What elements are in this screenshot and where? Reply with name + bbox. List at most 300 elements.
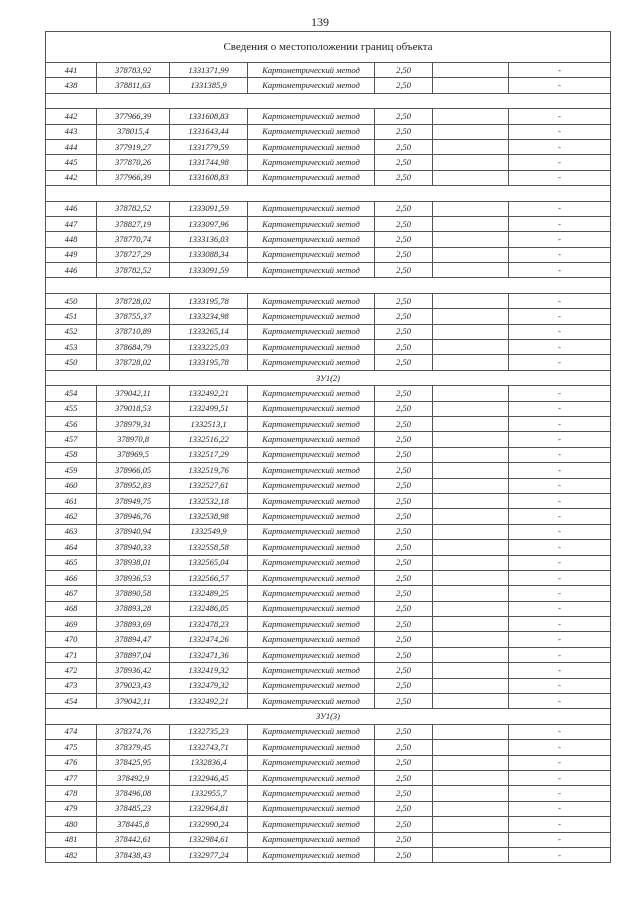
table-cell: 378936,42 bbox=[97, 663, 170, 678]
table-cell: Картометрический метод bbox=[248, 540, 375, 555]
table-cell: - bbox=[509, 493, 611, 508]
table-cell: 1332492,21 bbox=[170, 386, 248, 401]
table-cell: - bbox=[509, 324, 611, 339]
table-cell: 480 bbox=[46, 817, 97, 832]
table-cell: 378438,43 bbox=[97, 847, 170, 862]
table-row bbox=[46, 832, 611, 847]
table-cell: - bbox=[509, 801, 611, 816]
table-cell: - bbox=[509, 678, 611, 693]
table-row bbox=[46, 463, 611, 478]
table-cell: 1331779,59 bbox=[170, 139, 248, 154]
table-row bbox=[46, 632, 611, 647]
table-cell bbox=[433, 355, 509, 370]
table-cell: 378890,58 bbox=[97, 586, 170, 601]
table-cell: 453 bbox=[46, 340, 97, 355]
table-cell: Картометрический метод bbox=[248, 770, 375, 785]
table-row bbox=[46, 340, 611, 355]
table-cell: 2,50 bbox=[375, 401, 433, 416]
table-row bbox=[46, 617, 611, 632]
table-cell: Картометрический метод bbox=[248, 663, 375, 678]
table-cell: 1332955,7 bbox=[170, 786, 248, 801]
table-cell: 2,50 bbox=[375, 355, 433, 370]
table-cell: 462 bbox=[46, 509, 97, 524]
table-cell bbox=[433, 493, 509, 508]
table-cell: 378952,83 bbox=[97, 478, 170, 493]
table-cell: Картометрический метод bbox=[248, 509, 375, 524]
table-cell: 379042,11 bbox=[97, 386, 170, 401]
table-cell: - bbox=[509, 586, 611, 601]
table-row bbox=[46, 386, 611, 401]
table-cell: Картометрический метод bbox=[248, 678, 375, 693]
table-cell: 2,50 bbox=[375, 524, 433, 539]
table-cell: 377919,27 bbox=[97, 139, 170, 154]
table-cell: 1332519,76 bbox=[170, 463, 248, 478]
table-cell: Картометрический метод bbox=[248, 694, 375, 709]
table-cell bbox=[433, 847, 509, 862]
table-cell: Картометрический метод bbox=[248, 340, 375, 355]
table-cell: 476 bbox=[46, 755, 97, 770]
table-cell: Картометрический метод bbox=[248, 78, 375, 93]
table-cell: 1332489,25 bbox=[170, 586, 248, 601]
table-cell: 2,50 bbox=[375, 293, 433, 308]
table-cell: Картометрический метод bbox=[248, 617, 375, 632]
table-cell: 2,50 bbox=[375, 740, 433, 755]
table-cell: 475 bbox=[46, 740, 97, 755]
table-row bbox=[46, 786, 611, 801]
table-cell: 458 bbox=[46, 447, 97, 462]
table-cell: 470 bbox=[46, 632, 97, 647]
table-cell: - bbox=[509, 78, 611, 93]
table-cell: - bbox=[509, 663, 611, 678]
table-cell: 2,50 bbox=[375, 247, 433, 262]
table-cell: 1332499,51 bbox=[170, 401, 248, 416]
table-cell: 2,50 bbox=[375, 663, 433, 678]
table-cell: 1332486,05 bbox=[170, 601, 248, 616]
table-cell bbox=[433, 263, 509, 278]
table-cell: - bbox=[509, 540, 611, 555]
table-cell: 378728,02 bbox=[97, 355, 170, 370]
table-cell bbox=[433, 786, 509, 801]
table-row bbox=[46, 324, 611, 339]
table-row bbox=[46, 555, 611, 570]
section-header-row bbox=[46, 709, 611, 724]
table-cell: 2,50 bbox=[375, 632, 433, 647]
table-cell: 1332532,18 bbox=[170, 493, 248, 508]
table-cell bbox=[433, 755, 509, 770]
table-cell: 378969,5 bbox=[97, 447, 170, 462]
table-cell: 379042,11 bbox=[97, 694, 170, 709]
table-cell: Картометрический метод bbox=[248, 447, 375, 462]
table-cell: - bbox=[509, 447, 611, 462]
table-cell: - bbox=[509, 832, 611, 847]
table-cell bbox=[433, 817, 509, 832]
table-cell: 378782,52 bbox=[97, 201, 170, 216]
table-cell: 1332492,21 bbox=[170, 694, 248, 709]
table-cell: - bbox=[509, 524, 611, 539]
table-cell: 1332516,22 bbox=[170, 432, 248, 447]
table-cell: Картометрический метод bbox=[248, 124, 375, 139]
table-cell: 2,50 bbox=[375, 78, 433, 93]
page-number: 139 bbox=[311, 15, 329, 29]
table-cell: - bbox=[509, 309, 611, 324]
table-cell bbox=[433, 293, 509, 308]
table-title-row bbox=[46, 32, 611, 63]
table-cell: 1333225,03 bbox=[170, 340, 248, 355]
table-cell: 2,50 bbox=[375, 447, 433, 462]
table-cell: 2,50 bbox=[375, 263, 433, 278]
table-cell: 2,50 bbox=[375, 155, 433, 170]
table-cell bbox=[433, 740, 509, 755]
table-cell: Картометрический метод bbox=[248, 493, 375, 508]
table-cell: - bbox=[509, 478, 611, 493]
table-cell: Картометрический метод bbox=[248, 847, 375, 862]
table-cell: 2,50 bbox=[375, 309, 433, 324]
table-cell bbox=[433, 570, 509, 585]
table-cell: Картометрический метод bbox=[248, 740, 375, 755]
table-cell: 1331744,98 bbox=[170, 155, 248, 170]
table-cell bbox=[433, 617, 509, 632]
table-cell: 2,50 bbox=[375, 847, 433, 862]
table-cell: 471 bbox=[46, 647, 97, 662]
table-cell: 2,50 bbox=[375, 324, 433, 339]
table-cell bbox=[433, 432, 509, 447]
table-cell: 479 bbox=[46, 801, 97, 816]
table-cell: 378783,92 bbox=[97, 63, 170, 78]
table-cell: - bbox=[509, 109, 611, 124]
table-cell: 2,50 bbox=[375, 724, 433, 739]
table-cell: 378979,31 bbox=[97, 416, 170, 431]
table-cell: Картометрический метод bbox=[248, 355, 375, 370]
table-cell bbox=[433, 678, 509, 693]
table-cell: - bbox=[509, 786, 611, 801]
table-cell: 378442,61 bbox=[97, 832, 170, 847]
table-cell: 378949,75 bbox=[97, 493, 170, 508]
table-cell bbox=[433, 555, 509, 570]
table-cell: Картометрический метод bbox=[248, 293, 375, 308]
table-cell: - bbox=[509, 293, 611, 308]
table-cell: 474 bbox=[46, 724, 97, 739]
table-cell: 1332471,36 bbox=[170, 647, 248, 662]
table-cell: - bbox=[509, 555, 611, 570]
table-cell: 455 bbox=[46, 401, 97, 416]
table-row bbox=[46, 678, 611, 693]
table-cell: 2,50 bbox=[375, 770, 433, 785]
table-cell: Картометрический метод bbox=[248, 817, 375, 832]
table-row bbox=[46, 293, 611, 308]
table-cell: 463 bbox=[46, 524, 97, 539]
table-cell: Картометрический метод bbox=[248, 832, 375, 847]
table-cell bbox=[433, 309, 509, 324]
table-cell: - bbox=[509, 601, 611, 616]
spacer-cell bbox=[46, 186, 611, 201]
table-cell: - bbox=[509, 216, 611, 231]
table-cell: 378936,53 bbox=[97, 570, 170, 585]
table-cell: 451 bbox=[46, 309, 97, 324]
table-row bbox=[46, 355, 611, 370]
table-cell: 1332479,32 bbox=[170, 678, 248, 693]
table-cell: - bbox=[509, 340, 611, 355]
table-cell: 378970,8 bbox=[97, 432, 170, 447]
table-row bbox=[46, 309, 611, 324]
table-cell: 2,50 bbox=[375, 570, 433, 585]
table-cell: 378827,19 bbox=[97, 216, 170, 231]
table-cell: 472 bbox=[46, 663, 97, 678]
table-cell: 378770,74 bbox=[97, 232, 170, 247]
table-cell: 2,50 bbox=[375, 139, 433, 154]
table-cell bbox=[433, 155, 509, 170]
table-cell: 1332513,1 bbox=[170, 416, 248, 431]
table-cell bbox=[433, 663, 509, 678]
table-cell: 378374,76 bbox=[97, 724, 170, 739]
table-cell bbox=[433, 170, 509, 185]
table-cell: - bbox=[509, 632, 611, 647]
table-cell: 2,50 bbox=[375, 216, 433, 231]
table-cell: 2,50 bbox=[375, 586, 433, 601]
table-cell: 442 bbox=[46, 170, 97, 185]
table-cell bbox=[433, 478, 509, 493]
table-cell: 378755,37 bbox=[97, 309, 170, 324]
table-cell: 377870,26 bbox=[97, 155, 170, 170]
table-cell bbox=[433, 601, 509, 616]
table-cell bbox=[433, 586, 509, 601]
table-cell: - bbox=[509, 355, 611, 370]
table-cell: 378684,79 bbox=[97, 340, 170, 355]
table-cell bbox=[433, 463, 509, 478]
table-cell: 2,50 bbox=[375, 170, 433, 185]
table-cell: 2,50 bbox=[375, 432, 433, 447]
table-cell: 2,50 bbox=[375, 340, 433, 355]
table-cell: 1332565,04 bbox=[170, 555, 248, 570]
table-cell: 1332743,71 bbox=[170, 740, 248, 755]
table-cell bbox=[433, 647, 509, 662]
table-cell: 466 bbox=[46, 570, 97, 585]
table-cell: 378379,45 bbox=[97, 740, 170, 755]
table-cell bbox=[433, 201, 509, 216]
table-cell: 482 bbox=[46, 847, 97, 862]
table-cell: 2,50 bbox=[375, 416, 433, 431]
table-cell: 378445,8 bbox=[97, 817, 170, 832]
table-cell: 2,50 bbox=[375, 801, 433, 816]
table-cell bbox=[433, 801, 509, 816]
table-cell: - bbox=[509, 770, 611, 785]
table-cell bbox=[433, 324, 509, 339]
table-cell: Картометрический метод bbox=[248, 309, 375, 324]
table-cell: - bbox=[509, 155, 611, 170]
table-cell: 2,50 bbox=[375, 555, 433, 570]
table-cell: 461 bbox=[46, 493, 97, 508]
table-cell: - bbox=[509, 617, 611, 632]
table-cell: 1333195,78 bbox=[170, 355, 248, 370]
table-cell: 378966,05 bbox=[97, 463, 170, 478]
table-row bbox=[46, 524, 611, 539]
table-row bbox=[46, 263, 611, 278]
table-cell bbox=[433, 386, 509, 401]
table-row bbox=[46, 540, 611, 555]
table-cell: 378492,9 bbox=[97, 770, 170, 785]
table-cell: Картометрический метод bbox=[248, 170, 375, 185]
table-cell: 444 bbox=[46, 139, 97, 154]
table-row bbox=[46, 801, 611, 816]
table-cell: 1333091,59 bbox=[170, 263, 248, 278]
table-cell: 1332977,24 bbox=[170, 847, 248, 862]
table-cell: - bbox=[509, 847, 611, 862]
table-cell bbox=[433, 509, 509, 524]
table-row bbox=[46, 817, 611, 832]
table-cell: 441 bbox=[46, 63, 97, 78]
spacer-row bbox=[46, 186, 611, 201]
table-cell: 378938,01 bbox=[97, 555, 170, 570]
table-cell bbox=[433, 632, 509, 647]
table-row bbox=[46, 570, 611, 585]
table-row bbox=[46, 139, 611, 154]
table-cell: Картометрический метод bbox=[248, 524, 375, 539]
table-cell: 1331385,9 bbox=[170, 78, 248, 93]
table-cell: - bbox=[509, 817, 611, 832]
table-row bbox=[46, 447, 611, 462]
table-cell: 379023,43 bbox=[97, 678, 170, 693]
table-row bbox=[46, 232, 611, 247]
boundary-table bbox=[45, 31, 611, 863]
table-cell: 2,50 bbox=[375, 694, 433, 709]
table-cell: 457 bbox=[46, 432, 97, 447]
table-cell: Картометрический метод bbox=[248, 263, 375, 278]
table-cell: 1332474,26 bbox=[170, 632, 248, 647]
table-cell: 2,50 bbox=[375, 601, 433, 616]
table-cell: - bbox=[509, 755, 611, 770]
table-cell: Картометрический метод bbox=[248, 724, 375, 739]
table-cell: - bbox=[509, 401, 611, 416]
table-cell: Картометрический метод bbox=[248, 555, 375, 570]
table-cell: 2,50 bbox=[375, 232, 433, 247]
table-cell bbox=[433, 109, 509, 124]
table-cell: Картометрический метод bbox=[248, 755, 375, 770]
table-cell: 477 bbox=[46, 770, 97, 785]
table-cell: 2,50 bbox=[375, 678, 433, 693]
table-cell: 465 bbox=[46, 555, 97, 570]
table-cell: Картометрический метод bbox=[248, 463, 375, 478]
table-cell: 467 bbox=[46, 586, 97, 601]
spacer-row bbox=[46, 278, 611, 293]
table-cell bbox=[433, 340, 509, 355]
table-cell: 1333195,78 bbox=[170, 293, 248, 308]
table-cell: 446 bbox=[46, 263, 97, 278]
table-cell: 1332517,29 bbox=[170, 447, 248, 462]
table-cell: - bbox=[509, 232, 611, 247]
table-cell: 378015,4 bbox=[97, 124, 170, 139]
table-cell: 378940,94 bbox=[97, 524, 170, 539]
table-cell: 378946,76 bbox=[97, 509, 170, 524]
table-cell: 2,50 bbox=[375, 755, 433, 770]
table-cell: - bbox=[509, 247, 611, 262]
table-cell: 1333088,34 bbox=[170, 247, 248, 262]
section-header-row bbox=[46, 370, 611, 385]
spacer-cell bbox=[46, 278, 611, 293]
table-cell: Картометрический метод bbox=[248, 786, 375, 801]
section-label: ЗУ1(2) bbox=[46, 370, 611, 385]
table-cell: 468 bbox=[46, 601, 97, 616]
table-cell: - bbox=[509, 386, 611, 401]
table-row bbox=[46, 694, 611, 709]
table-row bbox=[46, 78, 611, 93]
table-cell: 2,50 bbox=[375, 509, 433, 524]
table-cell: - bbox=[509, 724, 611, 739]
table-cell: 1332984,61 bbox=[170, 832, 248, 847]
table-cell: 1332566,57 bbox=[170, 570, 248, 585]
table-cell: 1332419,32 bbox=[170, 663, 248, 678]
table-cell: 377966,39 bbox=[97, 170, 170, 185]
table-row bbox=[46, 647, 611, 662]
table-cell: - bbox=[509, 139, 611, 154]
section-label: ЗУ1(3) bbox=[46, 709, 611, 724]
table-cell: 1332990,24 bbox=[170, 817, 248, 832]
table-cell: 1332558,58 bbox=[170, 540, 248, 555]
table-cell: 464 bbox=[46, 540, 97, 555]
table-cell bbox=[433, 770, 509, 785]
table-row bbox=[46, 847, 611, 862]
table-cell: 478 bbox=[46, 786, 97, 801]
table-cell bbox=[433, 124, 509, 139]
table-cell: - bbox=[509, 63, 611, 78]
table-cell: 1333136,03 bbox=[170, 232, 248, 247]
table-cell: - bbox=[509, 263, 611, 278]
table-cell bbox=[433, 232, 509, 247]
table-cell: 1331608,83 bbox=[170, 170, 248, 185]
table-title: Сведения о местоположении границ объекта bbox=[46, 32, 611, 63]
table-cell: 1332538,98 bbox=[170, 509, 248, 524]
table-cell: 2,50 bbox=[375, 786, 433, 801]
table-cell: 448 bbox=[46, 232, 97, 247]
spacer-cell bbox=[46, 93, 611, 108]
table-cell: Картометрический метод bbox=[248, 601, 375, 616]
table-cell: 378894,47 bbox=[97, 632, 170, 647]
table-cell: 2,50 bbox=[375, 647, 433, 662]
table-cell: 2,50 bbox=[375, 124, 433, 139]
table-cell: Картометрический метод bbox=[248, 216, 375, 231]
table-cell: Картометрический метод bbox=[248, 324, 375, 339]
table-cell: Картометрический метод bbox=[248, 201, 375, 216]
table-cell: - bbox=[509, 570, 611, 585]
table-cell: 450 bbox=[46, 355, 97, 370]
table-cell: - bbox=[509, 201, 611, 216]
table-cell: - bbox=[509, 509, 611, 524]
table-row bbox=[46, 124, 611, 139]
table-cell: 2,50 bbox=[375, 817, 433, 832]
table-row bbox=[46, 770, 611, 785]
table-row bbox=[46, 401, 611, 416]
table-cell: 1331643,44 bbox=[170, 124, 248, 139]
table-row bbox=[46, 509, 611, 524]
table-cell: Картометрический метод bbox=[248, 432, 375, 447]
table-cell: 438 bbox=[46, 78, 97, 93]
table-cell: 1331371,99 bbox=[170, 63, 248, 78]
table-cell: 1331608,83 bbox=[170, 109, 248, 124]
table-row bbox=[46, 663, 611, 678]
table-cell: 1332549,9 bbox=[170, 524, 248, 539]
table-cell: 1332836,4 bbox=[170, 755, 248, 770]
table-cell: Картометрический метод bbox=[248, 401, 375, 416]
table-cell: 378485,23 bbox=[97, 801, 170, 816]
table-row bbox=[46, 63, 611, 78]
table-cell: 2,50 bbox=[375, 201, 433, 216]
table-row bbox=[46, 216, 611, 231]
table-cell: 378811,63 bbox=[97, 78, 170, 93]
table-row bbox=[46, 755, 611, 770]
table-cell: 449 bbox=[46, 247, 97, 262]
table-cell: Картометрический метод bbox=[248, 386, 375, 401]
table-cell: - bbox=[509, 416, 611, 431]
table-cell: 1332478,23 bbox=[170, 617, 248, 632]
table-row bbox=[46, 586, 611, 601]
